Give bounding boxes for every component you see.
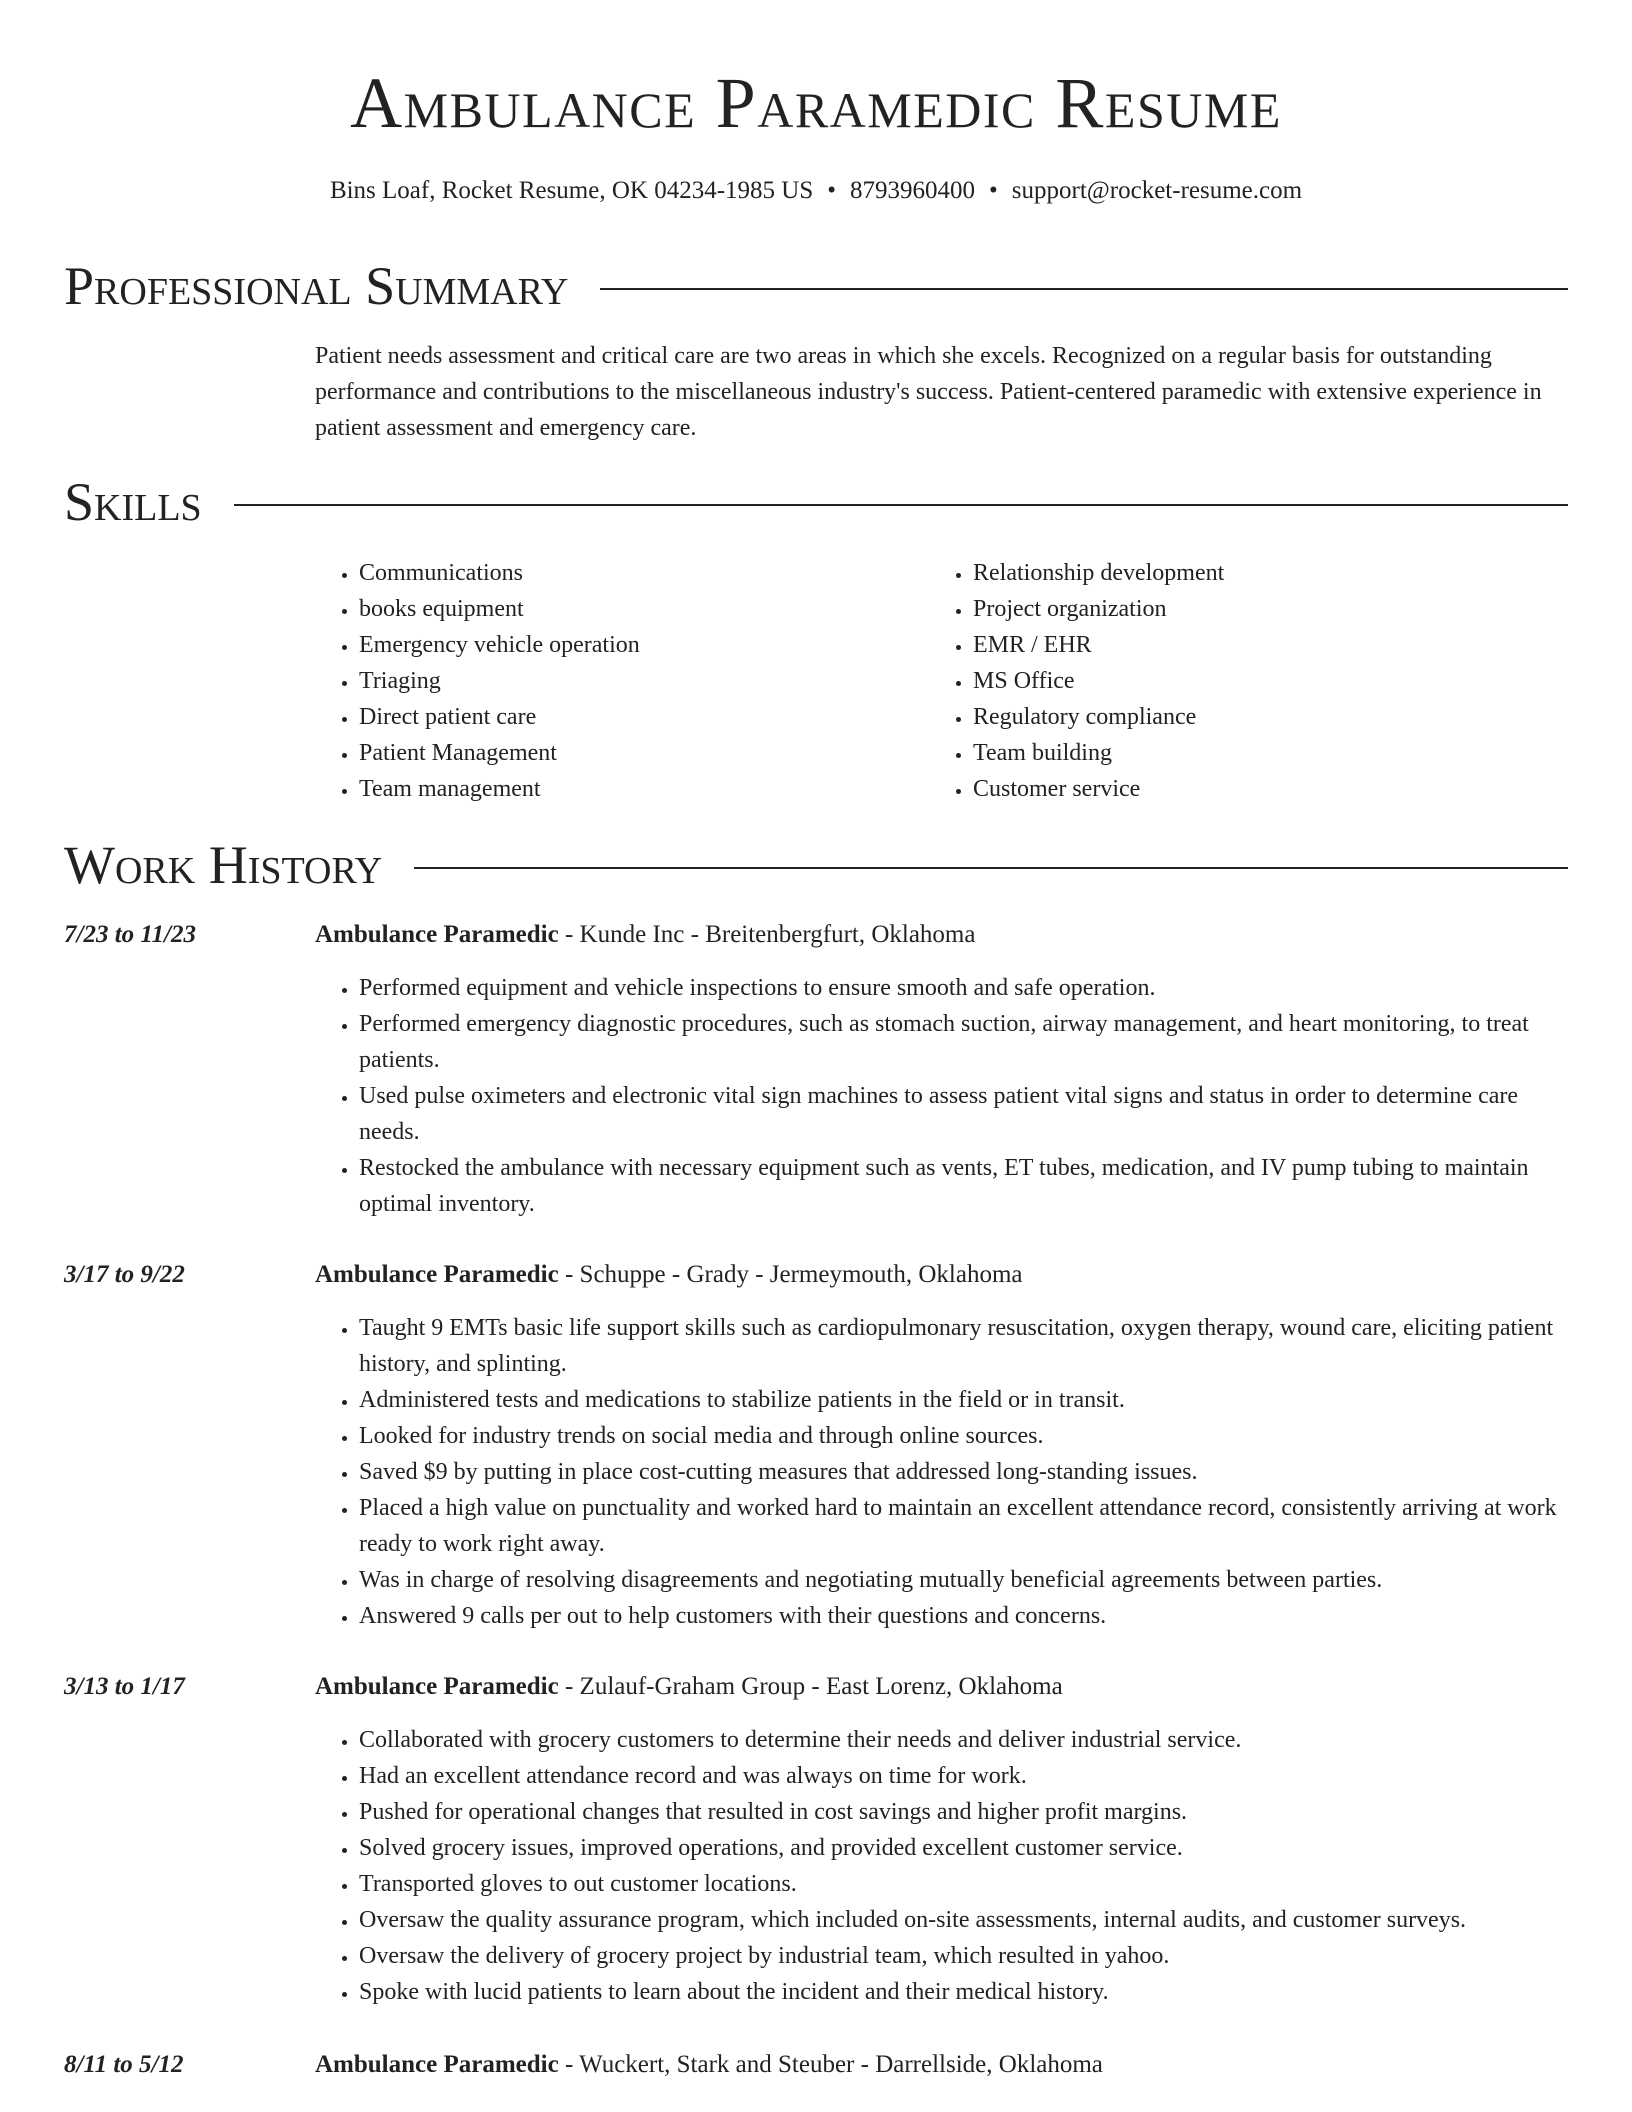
section-divider xyxy=(234,504,1568,506)
job-bullets xyxy=(315,1310,1568,1634)
skill-item: • Patient Management xyxy=(359,735,640,771)
resume-title: Ambulance Paramedic Resume xyxy=(350,63,1282,143)
job-bullet: • Solved grocery issues, improved operations, and provided excellent customer service. xyxy=(359,1830,1568,1866)
skill-item: • Customer service xyxy=(973,771,1224,807)
job-employer: - Wuckert, Stark and Steuber - Darrellside, Oklahoma xyxy=(558,2051,1103,2078)
contact-separator: • xyxy=(827,177,836,204)
job-bullets xyxy=(315,970,1568,1222)
job-bullet: • Transported gloves to out customer locations. xyxy=(359,1866,1568,1902)
skill-item: • Direct patient care xyxy=(359,699,640,735)
summary-section-header xyxy=(64,254,1568,318)
job-dates: 7/23 to 11/23 xyxy=(64,921,196,948)
job-bullets xyxy=(315,1722,1568,2010)
job-heading xyxy=(315,918,1568,952)
work-section-header xyxy=(64,833,1568,897)
skill-item: • Project organization xyxy=(973,591,1224,627)
job-title: Ambulance Paramedic xyxy=(315,1261,559,1288)
skill-item: • Team management xyxy=(359,771,640,807)
skill-item: • Communications xyxy=(359,555,640,591)
skill-item: • books equipment xyxy=(359,591,640,627)
job-bullet: • Collaborated with grocery customers to determine their needs and deliver industrial service. xyxy=(359,1722,1568,1758)
skills-list-right xyxy=(929,555,1224,807)
job-heading xyxy=(315,1670,1568,1704)
skills-list-left xyxy=(315,555,640,807)
skill-item: • EMR / EHR xyxy=(973,627,1224,663)
job-dates: 8/11 to 5/12 xyxy=(64,2051,184,2078)
job-heading xyxy=(315,1258,1568,1292)
job-title: Ambulance Paramedic xyxy=(315,921,559,948)
job-dates: 3/13 to 1/17 xyxy=(64,1673,185,1700)
job-bullet: • Spoke with lucid patients to learn about the incident and their medical history. xyxy=(359,1974,1568,2010)
job-employer: - Kunde Inc - Breitenbergfurt, Oklahoma xyxy=(558,921,976,948)
section-divider xyxy=(414,867,1568,869)
job-bullet: • Oversaw the quality assurance program, which included on-site assessments, internal audits, and customer surveys. xyxy=(359,1902,1568,1938)
job-bullet: • Taught 9 EMTs basic life support skills such as cardiopulmonary resuscitation, oxygen therapy, wound care, eliciting patient history, and splinting. xyxy=(359,1310,1568,1382)
job-employer: - Zulauf-Graham Group - East Lorenz, Oklahoma xyxy=(558,1673,1063,1700)
contact-email: support@rocket-resume.com xyxy=(1011,177,1303,204)
job-bullet: • Restocked the ambulance with necessary equipment such as vents, ET tubes, medication, and IV pump tubing to maintain optimal inventory. xyxy=(359,1150,1568,1222)
job-bullet: • Performed emergency diagnostic procedures, such as stomach suction, airway management, and heart monitoring, to treat patients. xyxy=(359,1006,1568,1078)
work-heading: Work History xyxy=(64,835,383,895)
job-bullet: • Pushed for operational changes that resulted in cost savings and higher profit margins. xyxy=(359,1794,1568,1830)
job-bullet: • Oversaw the delivery of grocery project by industrial team, which resulted in yahoo. xyxy=(359,1938,1568,1974)
job-bullet: • Answered 9 calls per out to help customers with their questions and concerns. xyxy=(359,1598,1568,1634)
skill-item: • Triaging xyxy=(359,663,640,699)
skill-item: • MS Office xyxy=(973,663,1224,699)
section-divider xyxy=(600,288,1568,290)
summary-text: Patient needs assessment and critical care are two areas in which she excels. Recognized on a regular basis for outstanding performance and contributions to the miscellaneous industry's success. Patient-centered paramedic with extensive experience in patient assessment and emergency care. xyxy=(315,343,1542,441)
job-bullet: • Used pulse oximeters and electronic vital sign machines to assess patient vital signs and status in order to determine care needs. xyxy=(359,1078,1568,1150)
contact-address: Bins Loaf, Rocket Resume, OK 04234-1985 US xyxy=(329,177,814,204)
summary-heading: Professional Summary xyxy=(64,256,569,316)
skill-item: • Team building xyxy=(973,735,1224,771)
job-dates: 3/17 to 9/22 xyxy=(64,1261,185,1288)
job-employer: - Schuppe - Grady - Jermeymouth, Oklahoma xyxy=(558,1261,1023,1288)
contact-line xyxy=(0,175,1632,207)
skills-heading: Skills xyxy=(64,472,202,532)
job-bullet: • Looked for industry trends on social media and through online sources. xyxy=(359,1418,1568,1454)
job-title: Ambulance Paramedic xyxy=(315,2051,559,2078)
job-bullet: • Administered tests and medications to stabilize patients in the field or in transit. xyxy=(359,1382,1568,1418)
skill-item: • Emergency vehicle operation xyxy=(359,627,640,663)
job-bullet: • Placed a high value on punctuality and worked hard to maintain an excellent attendance record, consistently arriving at work ready to work right away. xyxy=(359,1490,1568,1562)
job-bullet: • Saved $9 by putting in place cost-cutting measures that addressed long-standing issues. xyxy=(359,1454,1568,1490)
job-title: Ambulance Paramedic xyxy=(315,1673,559,1700)
job-heading xyxy=(315,2048,1568,2082)
skills-section-header xyxy=(64,470,1568,534)
skill-item: • Relationship development xyxy=(973,555,1224,591)
contact-phone: 8793960400 xyxy=(850,177,975,204)
contact-separator: • xyxy=(989,177,998,204)
job-bullet: • Was in charge of resolving disagreements and negotiating mutually beneficial agreements between parties. xyxy=(359,1562,1568,1598)
job-bullet: • Had an excellent attendance record and was always on time for work. xyxy=(359,1758,1568,1794)
job-bullet: • Performed equipment and vehicle inspections to ensure smooth and safe operation. xyxy=(359,970,1568,1006)
skill-item: • Regulatory compliance xyxy=(973,699,1224,735)
